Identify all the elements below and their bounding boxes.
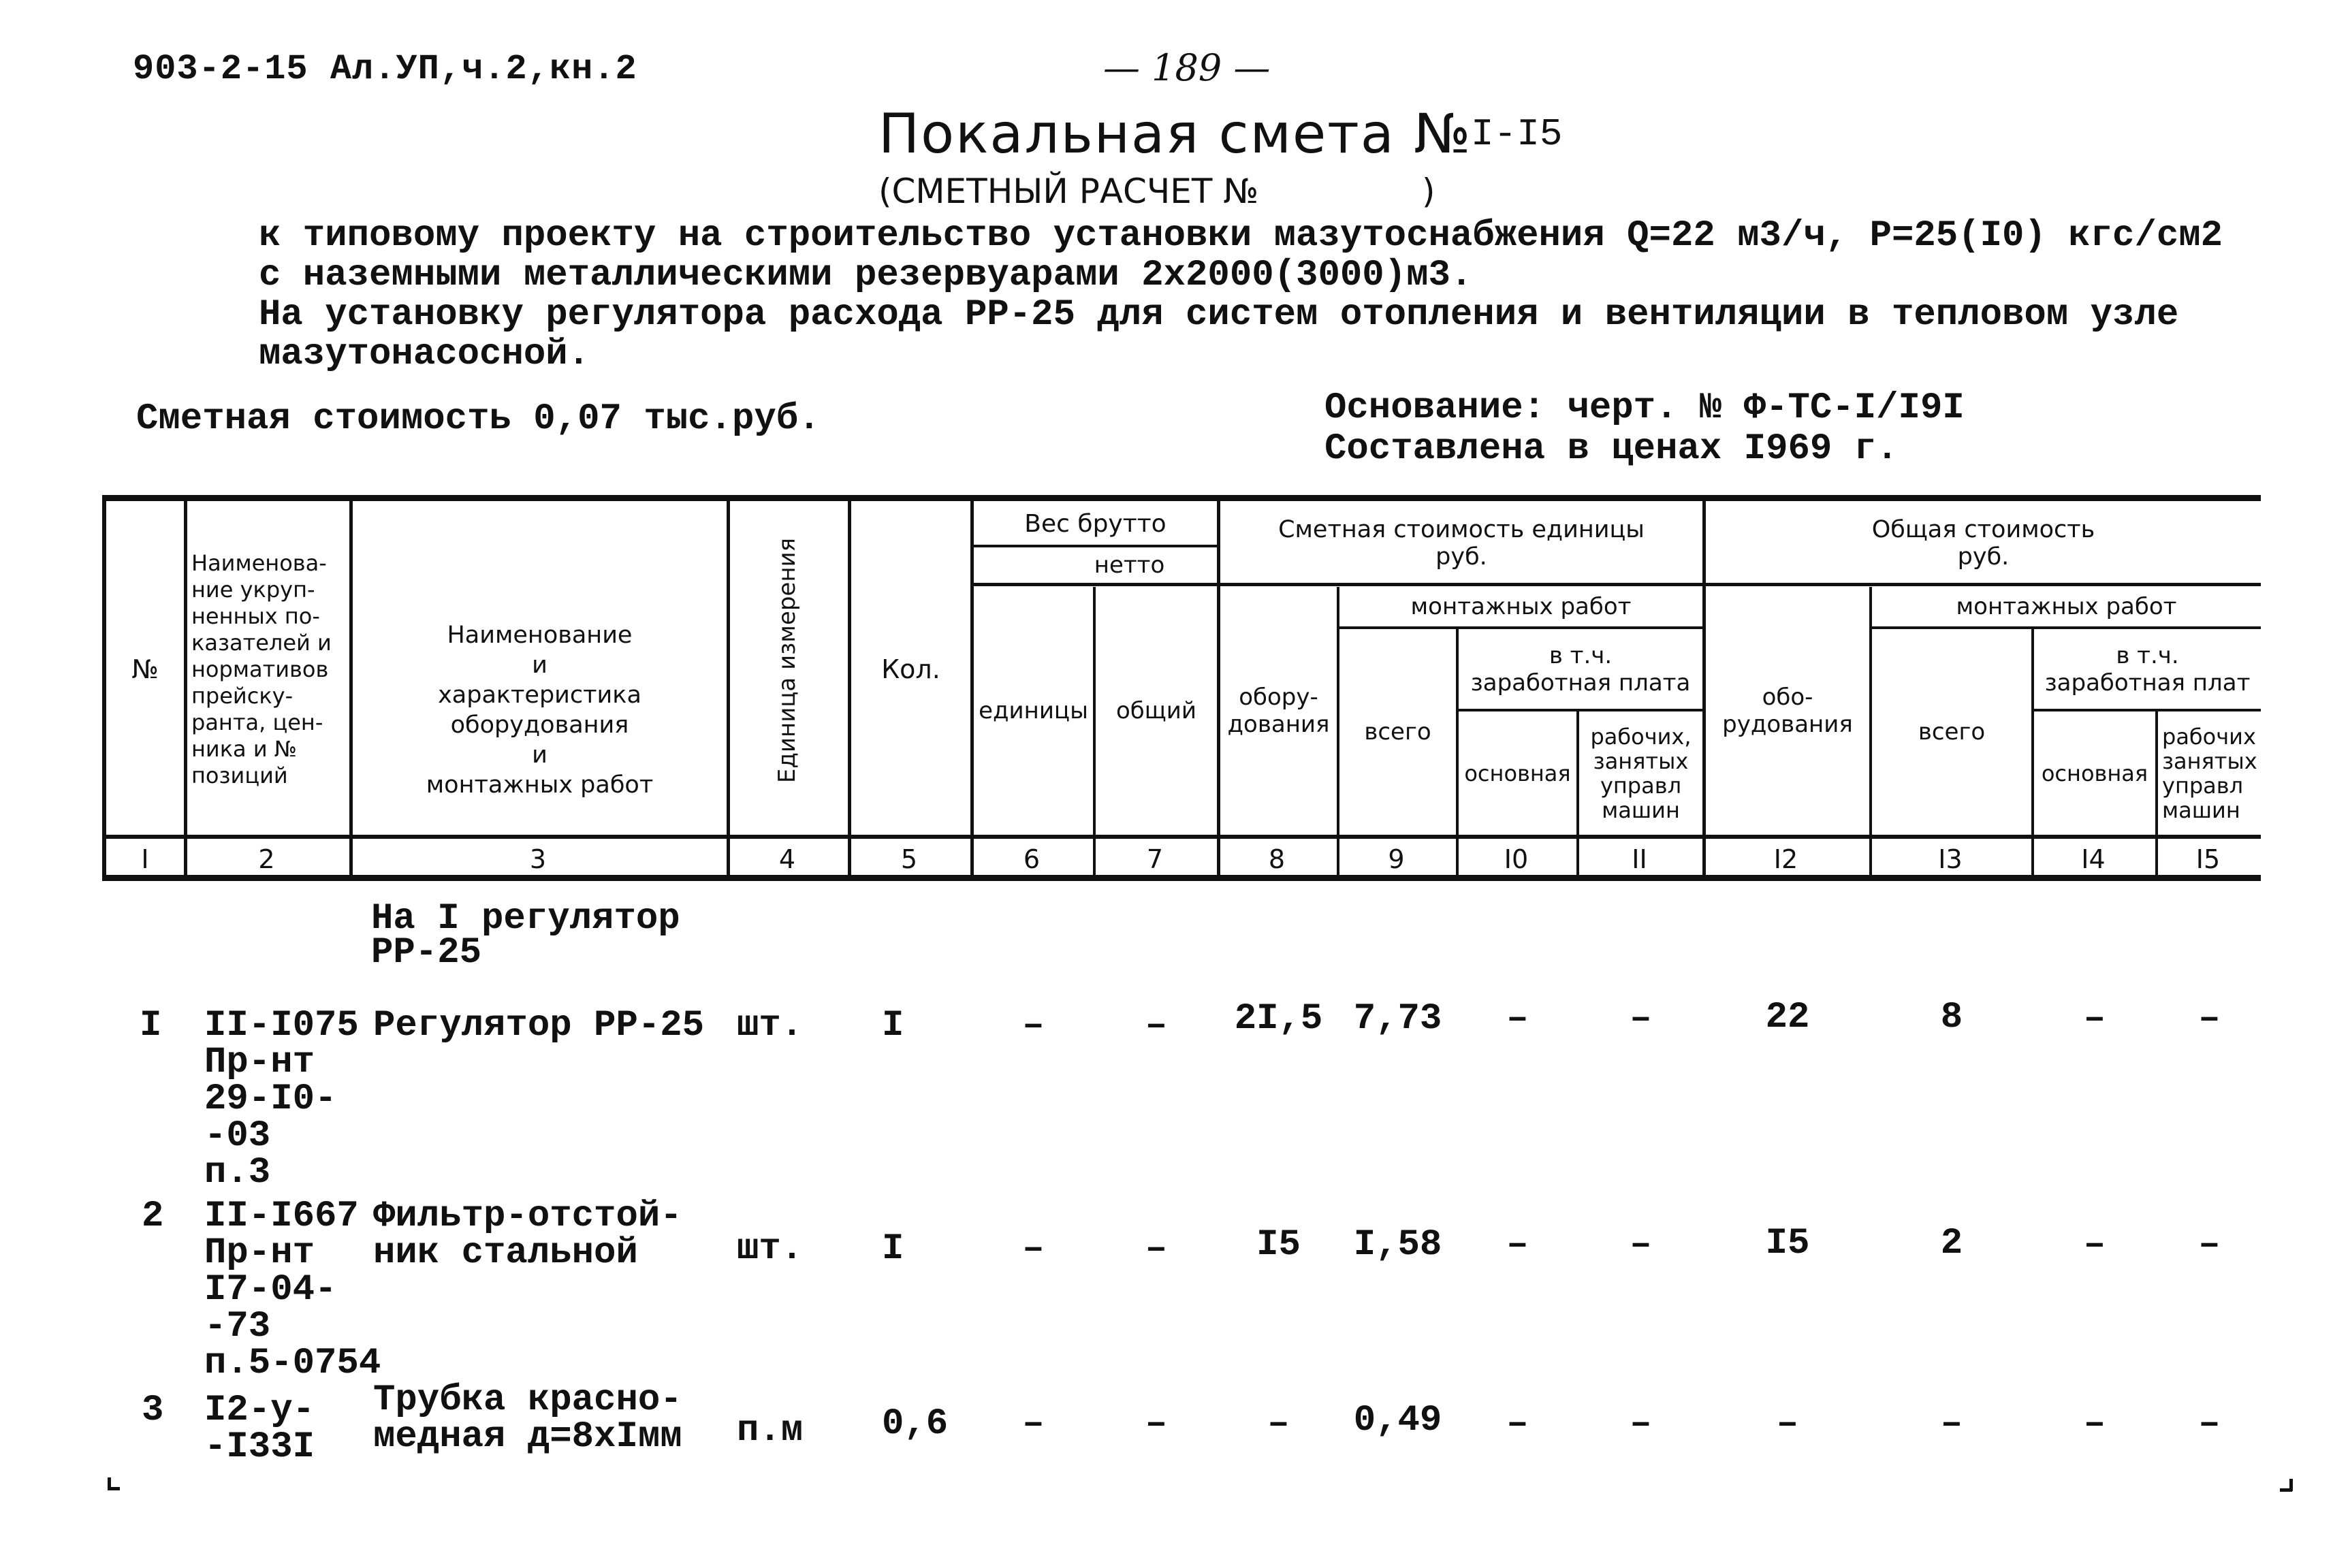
basis-reference: Основание: черт. № Ф-ТС-I/I9I Составлена в ценах I969 г. bbox=[1324, 387, 1965, 470]
estimate-number: I-I5 bbox=[1471, 112, 1563, 156]
column-number-11: II bbox=[1632, 844, 1647, 874]
column-number-15: I5 bbox=[2195, 844, 2221, 874]
header-col-weight-total: общий bbox=[1116, 697, 1196, 724]
table-divider bbox=[727, 501, 730, 881]
header-wage-group-2: в т.ч. заработная плат bbox=[2044, 641, 2251, 697]
row-code: II-I075 Пр-нт 29-I0- -03 п.3 bbox=[204, 1005, 359, 1194]
row-unit-wage-base: – bbox=[1506, 1224, 1529, 1266]
row-code: II-I667 Пр-нт I7-04- -73 п.5-0754 bbox=[204, 1196, 381, 1384]
header-col-unit-wage-base: основная bbox=[1464, 760, 1571, 786]
column-number-5: 5 bbox=[900, 844, 918, 874]
row-weight-unit: – bbox=[1022, 1005, 1045, 1046]
column-number-4: 4 bbox=[778, 844, 796, 874]
row-qty: I bbox=[882, 1005, 904, 1046]
row-unit-install-total: 7,73 bbox=[1353, 998, 1442, 1040]
page-number: — 189 — bbox=[1103, 46, 1271, 89]
header-col-qty: Кол. bbox=[881, 654, 940, 684]
row-number: 2 bbox=[142, 1196, 164, 1237]
row-unit-wage-machine: – bbox=[1630, 1224, 1652, 1266]
header-col-name: Наименование и характеристика оборудования и монтажных работ bbox=[426, 622, 654, 799]
row-total-equipment: I5 bbox=[1765, 1223, 1810, 1264]
row-qty: 0,6 bbox=[882, 1403, 949, 1445]
row-unit-equipment: 2I,5 bbox=[1234, 998, 1323, 1040]
header-total-cost: Общая стоимость руб. bbox=[1871, 516, 2095, 571]
row-weight-total: – bbox=[1145, 1403, 1168, 1445]
row-weight-unit: – bbox=[1022, 1403, 1045, 1445]
column-number-1: I bbox=[141, 844, 149, 874]
header-col-total-wage-machine: рабочих занятых управл машин bbox=[2162, 723, 2257, 823]
column-number-7: 7 bbox=[1146, 844, 1164, 874]
column-number-3: 3 bbox=[529, 844, 547, 874]
row-unit-wage-machine: – bbox=[1630, 1403, 1652, 1445]
table-divider bbox=[102, 835, 2261, 839]
section-heading: На I регулятор РР-25 bbox=[371, 898, 680, 974]
row-total-install: 2 bbox=[1940, 1223, 1963, 1264]
row-unit-wage-base: – bbox=[1506, 998, 1529, 1040]
row-total-wage-base: – bbox=[2083, 1224, 2106, 1266]
row-unit: шт. bbox=[737, 1005, 804, 1046]
row-total-wage-machine: – bbox=[2198, 1403, 2221, 1445]
row-total-wage-machine: – bbox=[2198, 998, 2221, 1040]
table-top-border bbox=[102, 495, 2261, 501]
crop-mark bbox=[2280, 1488, 2292, 1492]
header-col-unit-install-total: всего bbox=[1364, 718, 1431, 746]
header-col-number: № bbox=[131, 654, 159, 684]
subtitle: (СМЕТНЫЙ РАСЧЕТ № bbox=[878, 172, 1259, 211]
row-unit-equipment: I5 bbox=[1256, 1224, 1301, 1266]
row-unit-wage-machine: – bbox=[1630, 998, 1652, 1040]
row-weight-total: – bbox=[1145, 1228, 1168, 1270]
page-title: Покальная смета № bbox=[878, 102, 1472, 165]
row-total-install: – bbox=[1940, 1403, 1963, 1445]
crop-mark bbox=[108, 1487, 120, 1490]
row-number: 3 bbox=[142, 1390, 164, 1431]
row-unit-wage-base: – bbox=[1506, 1403, 1529, 1445]
row-unit-install-total: 0,49 bbox=[1353, 1400, 1442, 1441]
row-unit: п.м bbox=[737, 1410, 804, 1452]
row-total-wage-base: – bbox=[2083, 1403, 2106, 1445]
row-weight-unit: – bbox=[1022, 1228, 1045, 1270]
column-number-14: I4 bbox=[2081, 844, 2106, 874]
column-number-9: 9 bbox=[1388, 844, 1405, 874]
row-code: I2-у- -I33I bbox=[204, 1390, 315, 1468]
column-number-6: 6 bbox=[1023, 844, 1041, 874]
subtitle-close: ) bbox=[1422, 172, 1435, 211]
row-unit: шт. bbox=[737, 1228, 804, 1270]
header-unit-cost: Сметная стоимость единицы руб. bbox=[1278, 516, 1645, 571]
row-name: Регулятор РР-25 bbox=[373, 1005, 705, 1046]
row-total-wage-machine: – bbox=[2198, 1224, 2221, 1266]
table-divider bbox=[974, 583, 2261, 586]
header-col-total-equipment: обо- рудования bbox=[1722, 684, 1853, 738]
header-weight-net: нетто bbox=[1094, 551, 1165, 579]
row-number: I bbox=[140, 1005, 162, 1046]
project-description: к типовому проекту на строительство установки мазутоснабжения Q=22 м3/ч, Р=25(I0) кгс/см2 с наземными металлическими резервуарами 2х2000(3000)м3. На установку регулятора расхода РР-25 для систем отопления и вентиляции в тепловом узле мазутонасосной. bbox=[259, 215, 2223, 375]
row-name: Фильтр-отстой- ник стальной bbox=[373, 1196, 682, 1274]
row-weight-total: – bbox=[1145, 1005, 1168, 1046]
column-number-13: I3 bbox=[1938, 844, 1963, 874]
row-qty: I bbox=[882, 1228, 904, 1270]
header-col-total-install: всего bbox=[1918, 718, 1986, 746]
header-install-works-2: монтажных работ bbox=[1956, 593, 2177, 620]
row-unit-equipment: – bbox=[1267, 1403, 1290, 1445]
document-code: 903-2-15 Ал.УП,ч.2,кн.2 bbox=[133, 49, 637, 89]
estimated-cost: Сметная стоимость 0,07 тыс.руб. bbox=[136, 398, 821, 440]
header-col-unit: Единица измерения bbox=[774, 537, 801, 784]
header-col-weight-unit: единицы bbox=[979, 697, 1088, 724]
header-col-unit-wage-machine: рабочих, занятых управл машин bbox=[1590, 723, 1692, 823]
row-unit-install-total: I,58 bbox=[1353, 1224, 1442, 1266]
header-install-works: монтажных работ bbox=[1410, 593, 1632, 620]
header-wage-group: в т.ч. заработная плата bbox=[1470, 641, 1691, 697]
column-number-2: 2 bbox=[258, 844, 275, 874]
column-number-12: I2 bbox=[1773, 844, 1798, 874]
column-number-10: I0 bbox=[1504, 844, 1529, 874]
table-bottom-border bbox=[102, 875, 2261, 881]
header-col-unit-equipment: обору- дования bbox=[1227, 684, 1330, 738]
header-col-total-wage-base: основная bbox=[2041, 760, 2148, 786]
header-col-code: Наименова- ние укруп- ненных по- казателей и нормативов прейску- ранта, цен- ника и № позиций bbox=[191, 549, 332, 788]
row-name: Трубка красно- медная д=8хIмм bbox=[373, 1379, 682, 1458]
row-total-wage-base: – bbox=[2083, 998, 2106, 1040]
header-weight-gross: Вес брутто bbox=[1024, 510, 1166, 538]
row-total-equipment: 22 bbox=[1765, 997, 1810, 1038]
row-total-install: 8 bbox=[1940, 997, 1963, 1038]
row-total-equipment: – bbox=[1776, 1403, 1799, 1445]
column-number-8: 8 bbox=[1268, 844, 1286, 874]
